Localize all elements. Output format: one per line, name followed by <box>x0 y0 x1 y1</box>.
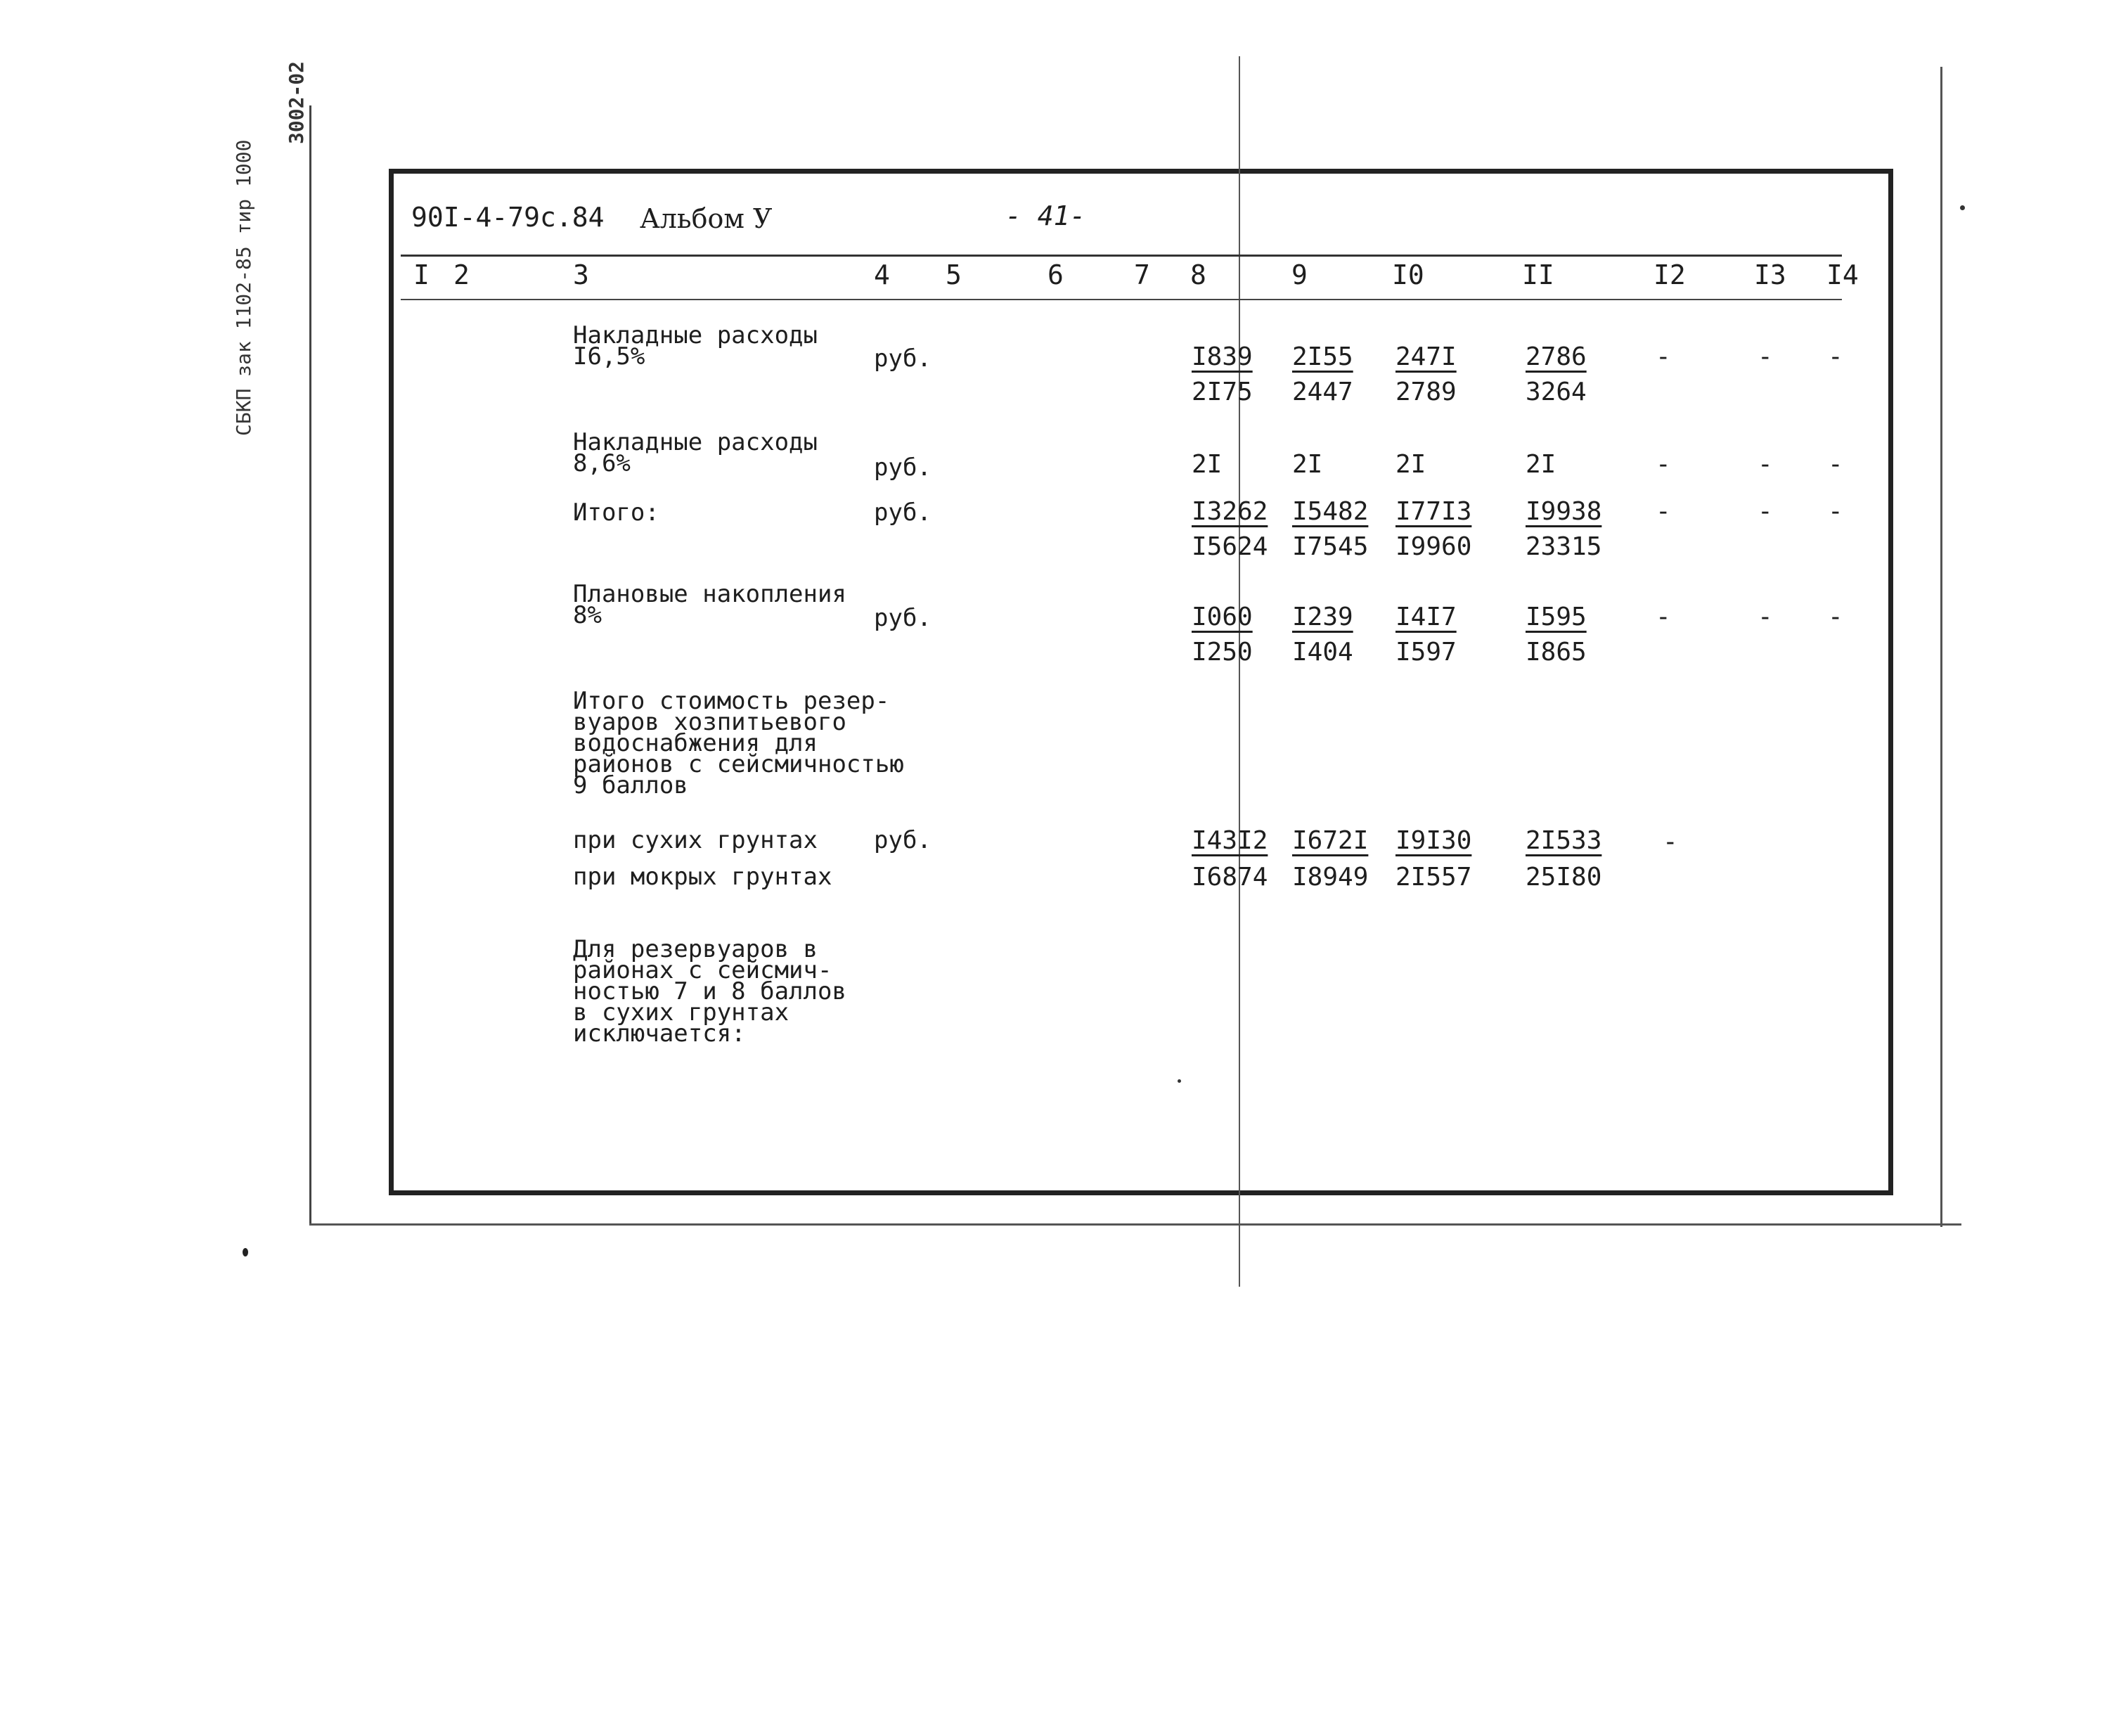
value-cell: I404 <box>1292 638 1353 667</box>
outer-border-right <box>1940 67 1942 1227</box>
value-cell: 3264 <box>1526 378 1587 406</box>
value-cell: 2447 <box>1292 378 1353 406</box>
dash-cell: - <box>1758 497 1773 526</box>
value-cell: 2789 <box>1395 378 1457 406</box>
value-cell: 247I <box>1395 342 1457 371</box>
col-header: I <box>413 259 430 290</box>
value-cell: 2I75 <box>1192 378 1253 406</box>
value-cell: I7545 <box>1292 532 1369 561</box>
value-cell: I9960 <box>1395 532 1472 561</box>
value-cell: 2I55 <box>1292 342 1353 371</box>
page-number: - 41- <box>1005 200 1086 231</box>
value-cell: I9I30 <box>1395 826 1472 855</box>
text-line: ностью 7 и 8 баллов <box>573 977 846 1005</box>
dash-cell: - <box>1828 497 1843 526</box>
value-cell: I43I2 <box>1192 826 1268 855</box>
album-title: Альбом У <box>640 203 773 234</box>
row-label: Накладные расходы <box>573 428 818 456</box>
col-header: 2 <box>453 259 470 290</box>
col-header: I2 <box>1653 259 1686 290</box>
value-cell: 2786 <box>1526 342 1587 371</box>
dash-cell: - <box>1828 450 1843 479</box>
dash-cell: - <box>1828 342 1843 371</box>
col-header: I0 <box>1392 259 1424 290</box>
row-label: при мокрых грунтах <box>573 863 832 891</box>
dash-cell: - <box>1656 450 1671 479</box>
outer-border-bottom <box>309 1223 1961 1226</box>
row-label: I6,5% <box>573 342 645 371</box>
unit-cell: руб. <box>874 604 931 632</box>
value-cell: 2I <box>1192 450 1223 479</box>
text-line: 9 баллов <box>573 771 688 799</box>
value-cell: I5624 <box>1192 532 1268 561</box>
document-code: 90I-4-79с.84 <box>411 202 605 233</box>
value-cell: I595 <box>1526 603 1587 631</box>
header-rule-top <box>401 255 1842 257</box>
text-line: водоснабжения для <box>573 729 818 757</box>
col-header: 9 <box>1291 259 1308 290</box>
dash-cell: - <box>1758 342 1773 371</box>
value-cell: I9938 <box>1526 497 1602 526</box>
dash-cell: - <box>1656 342 1671 371</box>
dash-cell: - <box>1663 828 1678 856</box>
print-stamp: СБКП зак 1102-85 тир 1000 <box>232 139 255 436</box>
dash-cell: - <box>1828 603 1843 631</box>
value-cell: 25I80 <box>1526 863 1602 892</box>
col-header: I4 <box>1826 259 1859 290</box>
row-label: Итого: <box>573 499 659 527</box>
value-cell: 2I <box>1526 450 1556 479</box>
value-cell: I3262 <box>1192 497 1268 526</box>
archive-stamp: 3002-02 <box>285 60 308 144</box>
col-header: 6 <box>1047 259 1064 290</box>
unit-cell: руб. <box>874 826 931 854</box>
value-cell: 2I <box>1395 450 1426 479</box>
dash-cell: - <box>1758 603 1773 631</box>
col-header: I3 <box>1754 259 1786 290</box>
value-cell: 2I533 <box>1526 826 1602 855</box>
value-cell: I6874 <box>1192 863 1268 892</box>
value-cell: I5482 <box>1292 497 1369 526</box>
text-line: районах с сейсмич- <box>573 956 832 984</box>
unit-cell: руб. <box>874 345 931 373</box>
scan-speck <box>1178 1079 1181 1083</box>
unit-cell: руб. <box>874 499 931 527</box>
col-header: 8 <box>1190 259 1206 290</box>
header-rule-bottom <box>401 299 1842 300</box>
value-cell: I060 <box>1192 603 1253 631</box>
scan-artifact-line <box>1239 56 1240 1287</box>
row-label: Накладные расходы <box>573 321 818 349</box>
value-cell: I77I3 <box>1395 497 1472 526</box>
col-header: 3 <box>573 259 589 290</box>
row-label: 8% <box>573 601 602 629</box>
dash-cell: - <box>1656 497 1671 526</box>
value-cell: I239 <box>1292 603 1353 631</box>
value-cell: 2I557 <box>1395 863 1472 892</box>
text-line: Итого стоимость резер- <box>573 687 890 715</box>
col-header: 4 <box>874 259 890 290</box>
text-line: исключается: <box>573 1020 746 1048</box>
value-cell: I672I <box>1292 826 1369 855</box>
value-cell: I4I7 <box>1395 603 1457 631</box>
unit-cell: руб. <box>874 454 931 482</box>
dash-cell: - <box>1656 603 1671 631</box>
value-cell: I865 <box>1526 638 1587 667</box>
value-cell: 23315 <box>1526 532 1602 561</box>
text-line: вуаров хозпитьевого <box>573 708 846 736</box>
value-cell: I250 <box>1192 638 1253 667</box>
row-label: 8,6% <box>573 449 631 477</box>
col-header: 5 <box>946 259 962 290</box>
scan-speck <box>243 1248 248 1256</box>
dash-cell: - <box>1758 450 1773 479</box>
row-label: Плановые накопления <box>573 580 846 608</box>
row-label: при сухих грунтах <box>573 826 818 854</box>
text-line: Для резервуаров в <box>573 935 818 963</box>
text-line: районов с сейсмичностью <box>573 750 904 778</box>
scan-speck <box>1960 205 1965 210</box>
value-cell: 2I <box>1292 450 1323 479</box>
col-header: 7 <box>1134 259 1150 290</box>
outer-border-left <box>309 105 311 1223</box>
value-cell: I8949 <box>1292 863 1369 892</box>
col-header: II <box>1522 259 1554 290</box>
text-line: в сухих грунтах <box>573 998 789 1027</box>
value-cell: I597 <box>1395 638 1457 667</box>
value-cell: I839 <box>1192 342 1253 371</box>
